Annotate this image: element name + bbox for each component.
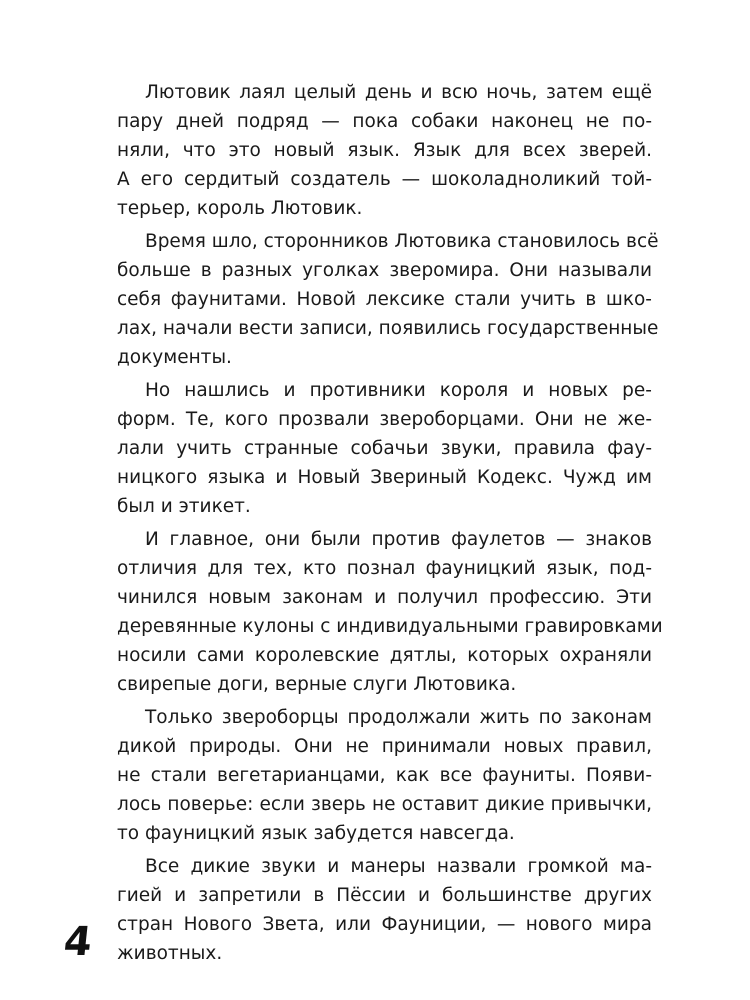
text-line: дикой природы. Они не принимали новых правил, [117,736,652,757]
text-line: Лютовик лаял целый день и всю ночь, затем ещё [145,82,652,103]
paragraph-1 [117,78,652,223]
text-line: отличия для тех, кто познал фауницкий язык, под- [117,558,652,579]
text-line: то фауницкий язык забудется навсегда. [117,823,515,844]
text-line: гией и запретили в Пёссии и большинстве других [117,885,652,906]
text-line: больше в разных уголках зверомира. Они называли [117,260,652,281]
text-line: терьер, король Лютовик. [117,198,363,219]
text-line: Но нашлись и противники короля и новых ре- [145,380,652,401]
text-line: Время шло, сторонников Лютовика становилось всё [145,231,659,252]
text-line: Все дикие звуки и манеры назвали громкой ма- [145,856,652,877]
text-line: чинился новым законам и получил профессию. Эти [117,587,652,608]
text-line: А его сердитый создатель — шоколадноликий той- [117,169,652,190]
text-line: Только звероборцы продолжали жить по законам [145,707,652,728]
text-line: стран Нового Звета, или Фауниции, — нового мира [117,914,652,935]
page-number: 4 [61,919,95,965]
text-line: был и этикет. [117,496,251,517]
text-line: пару дней подряд — пока собаки наконец не по- [117,111,652,132]
body-text [117,78,663,972]
text-line: деревянные кулоны с индивидуальными гравировками [117,616,663,637]
text-line: документы. [117,347,232,368]
text-line: И главное, они были против фаулетов — знаков [145,529,652,550]
paragraph-3 [117,376,652,521]
text-line: свирепые доги, верные слуги Лютовика. [117,674,517,695]
text-line: лось поверье: если зверь не оставит дикие привычки, [117,794,652,815]
text-line: носили сами королевские дятлы, которых охраняли [117,645,652,666]
text-line: лали учить странные собачьи звуки, правила фау- [117,438,652,459]
text-line: животных. [117,943,223,964]
text-line: ницкого языка и Новый Звериный Кодекс. Чужд им [117,467,652,488]
paragraph-6 [117,852,652,968]
text-line: себя фаунитами. Новой лексике стали учить в шко- [117,289,652,310]
paragraph-2 [117,227,659,372]
paragraph-5 [117,703,652,848]
text-line: не стали вегетарианцами, как все фауниты. Появи- [117,765,652,786]
paragraph-4 [117,525,663,699]
text-line: лах, начали вести записи, появились государственные [117,318,659,339]
text-line: няли, что это новый язык. Язык для всех зверей. [117,140,652,161]
text-line: форм. Те, кого прозвали звероборцами. Они не же- [117,409,652,430]
